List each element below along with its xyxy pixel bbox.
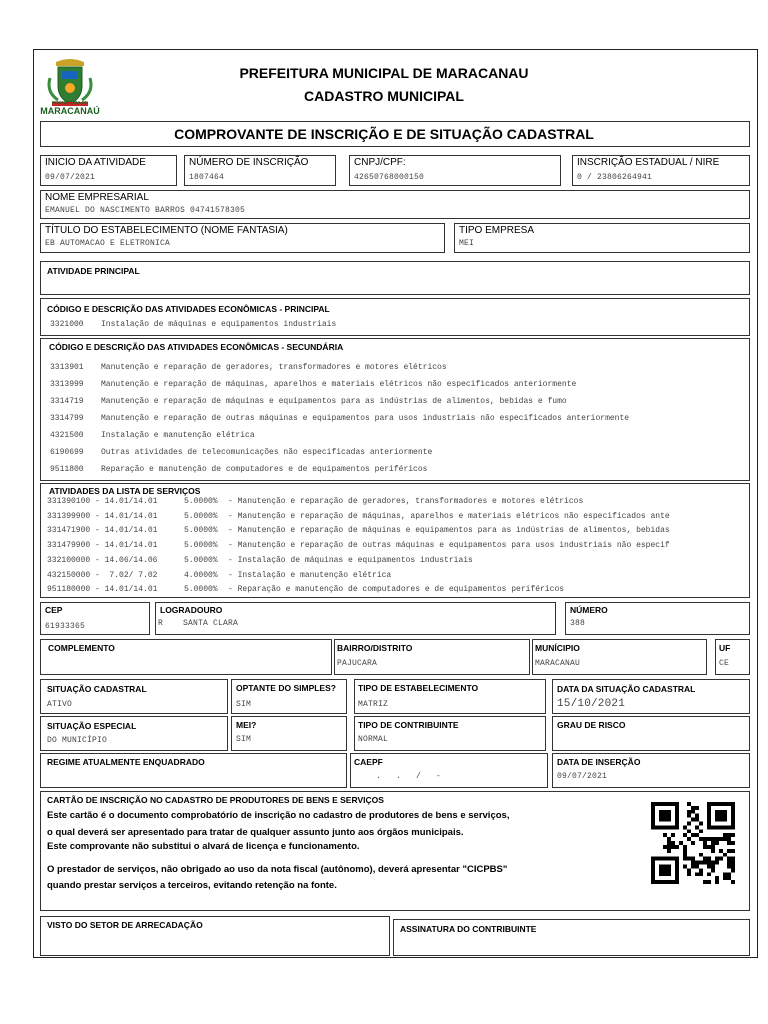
uf-value: CE	[719, 659, 730, 668]
servico-desc: - Instalação e manutenção elétrica	[228, 570, 392, 580]
cnae-secundaria-code: 9511800	[50, 465, 84, 474]
numero-value: 388	[570, 619, 586, 628]
comprovante-title: COMPROVANTE DE INSCRIÇÃO E DE SITUAÇÃO CADASTRAL	[174, 126, 594, 142]
servico-code: 331479900 - 14.01/14.01	[47, 541, 158, 551]
cnae-secundaria-code: 3314719	[50, 397, 84, 406]
cnae-principal-label: CÓDIGO E DESCRIÇÃO DAS ATIVIDADES ECONÔMICAS - PRINCIPAL	[47, 304, 330, 314]
assinatura-label: ASSINATURA DO CONTRIBUINTE	[400, 924, 537, 934]
simples-label: OPTANTE DO SIMPLES?	[236, 683, 336, 693]
servico-aliquota: 5.0000%	[184, 511, 218, 521]
servico-desc: - Manutenção e reparação de máquinas e equipamentos para as indústrias de alimentos, bebidas	[228, 526, 670, 536]
bairro-value: PAJUCARA	[337, 659, 378, 668]
servico-code: 332100000 - 14.06/14.06	[47, 555, 158, 565]
servico-desc: - Manutenção e reparação de outras máquinas e equipamentos para usos industriais não especif	[228, 541, 670, 551]
servico-desc: - Manutenção e reparação de geradores, transformadores e motores elétricos	[228, 497, 584, 506]
tipo-empresa-value: MEI	[459, 239, 475, 248]
caepf-value: . . / -	[376, 772, 442, 781]
mei-label: MEI?	[236, 720, 257, 730]
cnae-secundaria-desc: Reparação e manutenção de computadores e de equipamentos periféricos	[101, 465, 428, 474]
logo-city: MARACANAÚ	[40, 106, 100, 116]
complemento-label: COMPLEMENTO	[48, 643, 115, 653]
cnae-secundaria-code: 3313901	[50, 363, 84, 372]
logradouro-tipo: R	[158, 619, 164, 628]
tipo-empresa-label: TIPO EMPRESA	[459, 225, 535, 236]
servico-aliquota: 5.0000%	[184, 541, 218, 551]
fantasia-value: EB AUTOMACAO E ELETRONICA	[45, 239, 171, 248]
cnpj-label: CNPJ/CPF:	[354, 157, 406, 168]
cartao-line-1: Este cartão é o documento comprobatório de inscrição no cadastro de produtores de bens e serviços,	[47, 810, 510, 821]
atividade-principal-box	[40, 261, 750, 295]
simples-value: SIM	[236, 700, 252, 709]
cnae-secundaria-desc: Manutenção e reparação de outras máquinas e equipamentos para usos industriais não especificados anteriormente	[101, 414, 630, 423]
bairro-label: BAIRRO/DISTRITO	[337, 643, 413, 653]
mei-value: SIM	[236, 735, 252, 744]
servicos-label: ATIVIDADES DA LISTA DE SERVIÇOS	[49, 486, 201, 496]
cep-value: 61933365	[45, 622, 86, 631]
atividade-principal-label: ATIVIDADE PRINCIPAL	[47, 266, 140, 276]
municipio-label: MUNÍCIPIO	[535, 643, 580, 653]
situacao-especial-value: DO MUNICÍPIO	[47, 736, 108, 745]
regime-label: REGIME ATUALMENTE ENQUADRADO	[47, 757, 205, 767]
servico-code: 951180000 - 14.01/14.01	[47, 585, 158, 595]
grau-risco-label: GRAU DE RISCO	[557, 720, 626, 730]
cnae-secundaria-desc: Manutenção e reparação de máquinas, aparelhos e materiais elétricos não especificados anteriormente	[101, 380, 577, 389]
servico-code: 331399900 - 14.01/14.01	[47, 511, 158, 521]
municipio-value: MARACANAU	[535, 659, 581, 668]
servico-aliquota: 4.0000%	[184, 570, 218, 580]
cep-label: CEP	[45, 605, 63, 615]
numero-label: NÚMERO	[570, 605, 608, 615]
tipo-contrib-label: TIPO DE CONTRIBUINTE	[358, 720, 459, 730]
servico-aliquota: 5.0000%	[184, 585, 218, 595]
tipo-estab-value: MATRIZ	[358, 700, 389, 709]
cadastro-title: CADASTRO MUNICIPAL	[304, 88, 464, 104]
data-situacao-value: 15/10/2021	[557, 698, 626, 710]
cartao-line-4: O prestador de serviços, não obrigado ao uso da nota fiscal (autônomo), deverá apresentar "CICPBS"	[47, 864, 508, 875]
inscricao-value: 1807464	[189, 173, 225, 182]
cnpj-value: 42650768000150	[354, 173, 425, 182]
cnae-secundaria-desc: Manutenção e reparação de geradores, transformadores e motores elétricos	[101, 363, 447, 372]
servico-desc: - Reparação e manutenção de computadores e de equipamentos periféricos	[228, 585, 565, 595]
situacao-label: SITUAÇÃO CADASTRAL	[47, 684, 147, 694]
logradouro-label: LOGRADOURO	[160, 605, 223, 615]
cnae-secundaria-code: 4321500	[50, 431, 84, 440]
cartao-line-2: o qual deverá ser apresentado para tratar de qualquer assunto junto aos órgãos municipais.	[47, 827, 464, 838]
cnae-principal-desc: Instalação de máquinas e equipamentos industriais	[101, 320, 337, 329]
cnae-secundaria-desc: Outras atividades de telecomunicações não especificadas anteriormente	[101, 448, 433, 457]
nome-value: EMANUEL DO NASCIMENTO BARROS 04741578305	[45, 206, 246, 215]
inicio-value: 09/07/2021	[45, 173, 96, 182]
inscricao-label: NÚMERO DE INSCRIÇÃO	[189, 157, 309, 168]
servico-aliquota: 5.0000%	[184, 526, 218, 536]
cnae-secundaria-desc: Instalação e manutenção elétrica	[101, 431, 255, 440]
tipo-estab-label: TIPO DE ESTABELECIMENTO	[358, 683, 479, 693]
data-insercao-value: 09/07/2021	[557, 772, 608, 781]
servico-desc: - Manutenção e reparação de máquinas, aparelhos e materiais elétricos não especificados ante	[228, 511, 670, 521]
logo-text: PREFEITURA DE	[51, 100, 89, 105]
cnae-secundaria-box	[40, 338, 750, 481]
fantasia-label: TÍTULO DO ESTABELECIMENTO (NOME FANTASIA)	[45, 225, 288, 236]
servico-code: 331471900 - 14.01/14.01	[47, 526, 158, 536]
situacao-especial-label: SITUAÇÃO ESPECIAL	[47, 721, 137, 731]
nome-label: NOME EMPRESARIAL	[45, 192, 149, 203]
situacao-value: ATIVO	[47, 700, 73, 709]
uf-label: UF	[719, 643, 731, 653]
ie-label: INSCRIÇÃO ESTADUAL / NIRE	[577, 157, 720, 168]
cartao-line-3: Este comprovante não substitui o alvará de licença e funcionamento.	[47, 841, 360, 852]
data-insercao-label: DATA DE INSERÇÃO	[557, 757, 641, 767]
org-title: PREFEITURA MUNICIPAL DE MARACANAU	[239, 65, 529, 81]
logradouro-value: SANTA CLARA	[183, 619, 239, 628]
cnae-secundaria-code: 3314799	[50, 414, 84, 423]
ie-value: 0 / 23806264941	[577, 173, 653, 182]
servico-aliquota: 5.0000%	[184, 555, 218, 565]
servico-desc: - Instalação de máquinas e equipamentos industriais	[228, 555, 473, 565]
cnae-secundaria-label: CÓDIGO E DESCRIÇÃO DAS ATIVIDADES ECONÔMICAS - SECUNDÁRIA	[49, 342, 344, 352]
servico-aliquota: 5.0000%	[184, 497, 218, 506]
cnae-secundaria-desc: Manutenção e reparação de máquinas e equipamentos para as indústrias de alimentos, bebidas e fumo	[101, 397, 567, 406]
cnae-secundaria-code: 6190699	[50, 448, 84, 457]
servico-code: 432150000 - 7.02/ 7.02	[47, 570, 158, 580]
cnae-secundaria-code: 3313999	[50, 380, 84, 389]
servico-code: 331390100 - 14.01/14.01	[47, 497, 158, 506]
cartao-label: CARTÃO DE INSCRIÇÃO NO CADASTRO DE PRODUTORES DE BENS E SERVIÇOS	[47, 795, 384, 805]
qr-code	[651, 802, 735, 884]
visto-label: VISTO DO SETOR DE ARRECADAÇÃO	[47, 920, 203, 930]
inicio-label: INICIO DA ATIVIDADE	[45, 157, 146, 168]
tipo-contrib-value: NORMAL	[358, 735, 389, 744]
cnae-principal-code: 3321000	[50, 320, 84, 329]
cartao-line-5: quando prestar serviços a terceiros, evitando retenção na fonte.	[47, 880, 337, 891]
data-situacao-label: DATA DA SITUAÇÃO CADASTRAL	[557, 684, 696, 694]
caepf-label: CAEPF	[354, 757, 383, 767]
